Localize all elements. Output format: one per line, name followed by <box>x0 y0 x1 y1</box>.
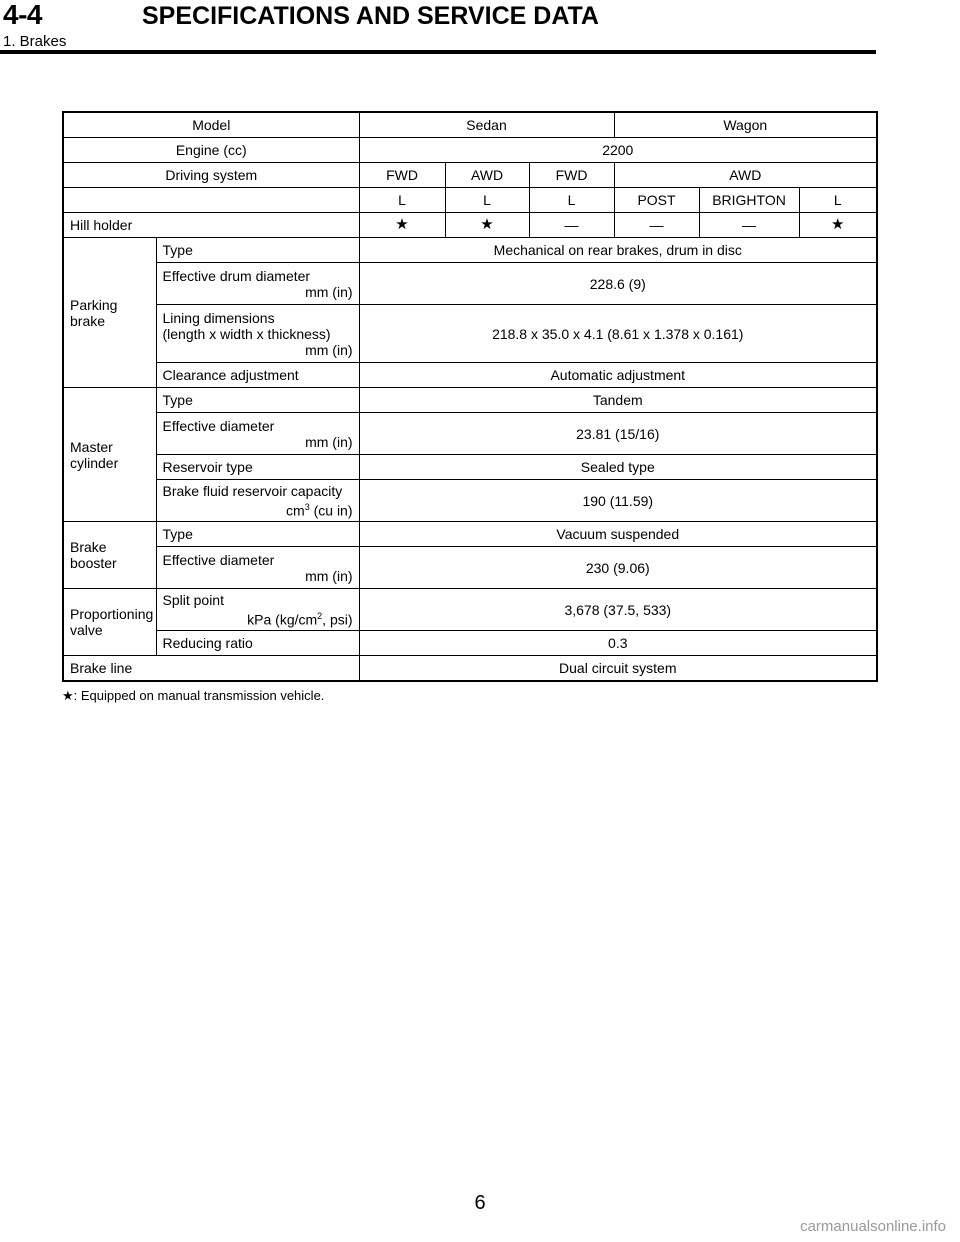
engine-label: Engine (cc) <box>63 138 359 163</box>
booster-type-label: Type <box>156 522 359 547</box>
section-subtitle: 1. Brakes <box>3 33 67 50</box>
parking-drum-value: 228.6 (9) <box>359 263 877 305</box>
hill-holder-label: Hill holder <box>63 213 359 238</box>
drive-cell: AWD <box>614 163 877 188</box>
grade-cell: L <box>799 188 877 213</box>
parking-brake-group: Parking brake <box>63 238 156 388</box>
master-type-value: Tandem <box>359 388 877 413</box>
split-unit-exponent: 2 <box>317 610 323 621</box>
drive-cell: AWD <box>445 163 529 188</box>
section-code: 4-4 <box>3 0 42 30</box>
capacity-unit-exponent: 3 <box>304 501 310 512</box>
parking-drum-unit: mm (in) <box>305 283 353 300</box>
booster-diameter-unit: mm (in) <box>305 567 353 584</box>
master-capacity-label-cell <box>156 480 359 522</box>
hill-holder-cell: ★ <box>799 213 877 238</box>
master-reservoir-value: Sealed type <box>359 455 877 480</box>
wagon-header: Wagon <box>614 112 877 138</box>
master-type-label: Type <box>156 388 359 413</box>
drive-cell: FWD <box>359 163 445 188</box>
proportioning-split-unit <box>163 608 353 628</box>
hill-holder-cell: ★ <box>359 213 445 238</box>
grade-cell: L <box>529 188 614 213</box>
table-row-booster-diameter <box>63 547 877 589</box>
drive-cell: FWD <box>529 163 614 188</box>
master-capacity-label: Brake fluid reservoir capacity <box>162 482 343 499</box>
split-unit-base: kPa (kg/cm <box>247 611 318 628</box>
table-row-master-diameter <box>63 413 877 455</box>
page-number: 6 <box>474 1192 486 1214</box>
table-row-engine <box>63 138 877 163</box>
engine-value: 2200 <box>359 138 877 163</box>
brake-line-label: Brake line <box>63 656 359 681</box>
parking-clearance-label: Clearance adjustment <box>156 363 359 388</box>
master-diameter-label-cell <box>156 413 359 455</box>
parking-drum-label: Effective drum diameter <box>162 267 311 284</box>
model-label: Model <box>63 112 359 138</box>
page-title: SPECIFICATIONS AND SERVICE DATA <box>142 2 599 30</box>
proportioning-ratio-value: 0.3 <box>359 631 877 656</box>
master-diameter-label: Effective diameter <box>162 417 275 434</box>
table-row-grade <box>63 188 877 213</box>
master-capacity-value: 190 (11.59) <box>359 480 877 522</box>
footnote: ★: Equipped on manual transmission vehicle. <box>62 688 325 703</box>
parking-lining-label-detail: (length x width x thickness) <box>162 325 331 342</box>
hill-holder-cell: — <box>614 213 699 238</box>
brake-line-value: Dual circuit system <box>359 656 877 681</box>
table-row-parking-type <box>63 238 877 263</box>
table-row-driving <box>63 163 877 188</box>
watermark: carmanualsonline.info <box>800 1218 946 1235</box>
master-capacity-unit <box>163 499 353 519</box>
parking-drum-label-cell <box>156 263 359 305</box>
split-unit-psi: , psi) <box>322 611 353 628</box>
proportioning-valve-group: Proportioning valve <box>63 589 156 656</box>
hill-holder-cell: — <box>529 213 614 238</box>
capacity-unit-imperial: (cu in) <box>309 502 353 519</box>
proportioning-ratio-label: Reducing ratio <box>156 631 359 656</box>
table-row-master-capacity <box>63 480 877 522</box>
master-diameter-unit: mm (in) <box>305 433 353 450</box>
hill-holder-cell: ★ <box>445 213 529 238</box>
booster-diameter-label: Effective diameter <box>162 551 275 568</box>
table-row-parking-clearance <box>63 363 877 388</box>
header-rule <box>0 50 876 54</box>
parking-type-value: Mechanical on rear brakes, drum in disc <box>359 238 877 263</box>
booster-type-value: Vacuum suspended <box>359 522 877 547</box>
driving-label: Driving system <box>63 163 359 188</box>
grade-cell: L <box>359 188 445 213</box>
table-row-parking-drum <box>63 263 877 305</box>
table-row-brake-line <box>63 656 877 681</box>
table-row-booster-type <box>63 522 877 547</box>
table-row-parking-lining <box>63 305 877 363</box>
proportioning-split-label-cell <box>156 589 359 631</box>
parking-lining-value: 218.8 x 35.0 x 4.1 (8.61 x 1.378 x 0.161) <box>359 305 877 363</box>
booster-diameter-label-cell <box>156 547 359 589</box>
proportioning-split-label: Split point <box>162 591 224 608</box>
sedan-header: Sedan <box>359 112 614 138</box>
parking-clearance-value: Automatic adjustment <box>359 363 877 388</box>
brake-spec-table <box>62 111 878 682</box>
table-row-hill-holder <box>63 213 877 238</box>
parking-lining-unit: mm (in) <box>305 341 353 358</box>
hill-holder-cell: — <box>699 213 799 238</box>
grade-cell: POST <box>614 188 699 213</box>
grade-cell: BRIGHTON <box>699 188 799 213</box>
master-reservoir-label: Reservoir type <box>156 455 359 480</box>
table-row-master-reservoir <box>63 455 877 480</box>
table-row-model <box>63 112 877 138</box>
booster-diameter-value: 230 (9.06) <box>359 547 877 589</box>
proportioning-split-value: 3,678 (37.5, 533) <box>359 589 877 631</box>
parking-lining-label-cell <box>156 305 359 363</box>
table-row-proportioning-split <box>63 589 877 631</box>
parking-type-label: Type <box>156 238 359 263</box>
parking-lining-label: Lining dimensions <box>162 309 275 326</box>
brake-booster-group: Brake booster <box>63 522 156 589</box>
grade-cell: L <box>445 188 529 213</box>
master-cylinder-group: Master cylinder <box>63 388 156 522</box>
table-row-master-type <box>63 388 877 413</box>
master-diameter-value: 23.81 (15/16) <box>359 413 877 455</box>
table-row-proportioning-ratio <box>63 631 877 656</box>
capacity-unit-base: cm <box>286 502 305 519</box>
grade-label-blank <box>63 188 359 213</box>
